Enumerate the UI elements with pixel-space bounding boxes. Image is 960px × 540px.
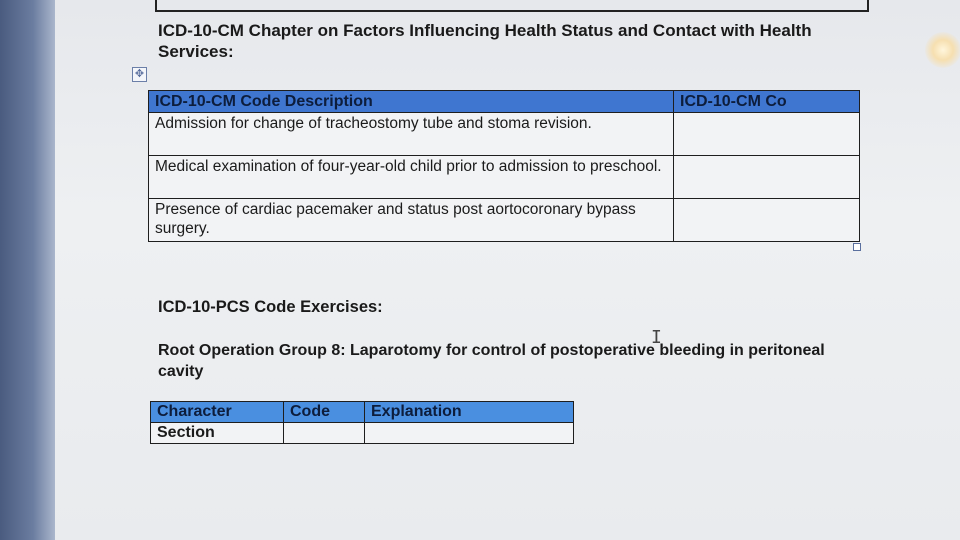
previous-table-border	[155, 0, 869, 12]
code-cell[interactable]	[674, 113, 860, 156]
table-move-handle-icon[interactable]: ✥	[132, 67, 147, 82]
table-header-row	[151, 402, 574, 423]
screen-bezel	[0, 0, 55, 540]
table-row	[149, 199, 860, 242]
document-page[interactable]	[55, 0, 960, 540]
table-header-row	[149, 91, 860, 113]
icd-10-pcs-table	[150, 401, 574, 444]
character-cell[interactable]: Section	[151, 423, 284, 444]
table-row	[149, 113, 860, 156]
table-resize-handle[interactable]	[853, 243, 861, 251]
description-cell[interactable]: Presence of cardiac pacemaker and status post aortocoronary bypass surgery.	[149, 199, 674, 242]
table-row	[149, 156, 860, 199]
table-row	[151, 423, 574, 444]
explanation-cell[interactable]	[365, 423, 574, 444]
description-cell[interactable]: Medical examination of four-year-old child prior to admission to preschool.	[149, 156, 674, 199]
header-explanation[interactable]: Explanation	[365, 402, 574, 423]
pcs-heading: ICD-10-PCS Code Exercises:	[158, 298, 383, 316]
header-code[interactable]: Code	[284, 402, 365, 423]
code-cell[interactable]	[284, 423, 365, 444]
description-cell[interactable]: Admission for change of tracheostomy tube and stoma revision.	[149, 113, 674, 156]
code-cell[interactable]	[674, 156, 860, 199]
code-cell[interactable]	[674, 199, 860, 242]
root-operation-question: Root Operation Group 8: Laparotomy for control of postoperative bleeding in peritoneal cavity	[158, 342, 825, 380]
header-character[interactable]: Character	[151, 402, 284, 423]
text-cursor-icon: I	[651, 327, 662, 348]
icd-10-cm-table	[148, 90, 860, 242]
header-code[interactable]: ICD-10-CM Co	[674, 91, 860, 113]
header-code-description[interactable]: ICD-10-CM Code Description	[149, 91, 674, 113]
chapter-heading: ICD-10-CM Chapter on Factors Influencing Health Status and Contact with Health Services:	[158, 21, 812, 61]
screen-glare	[925, 32, 960, 68]
